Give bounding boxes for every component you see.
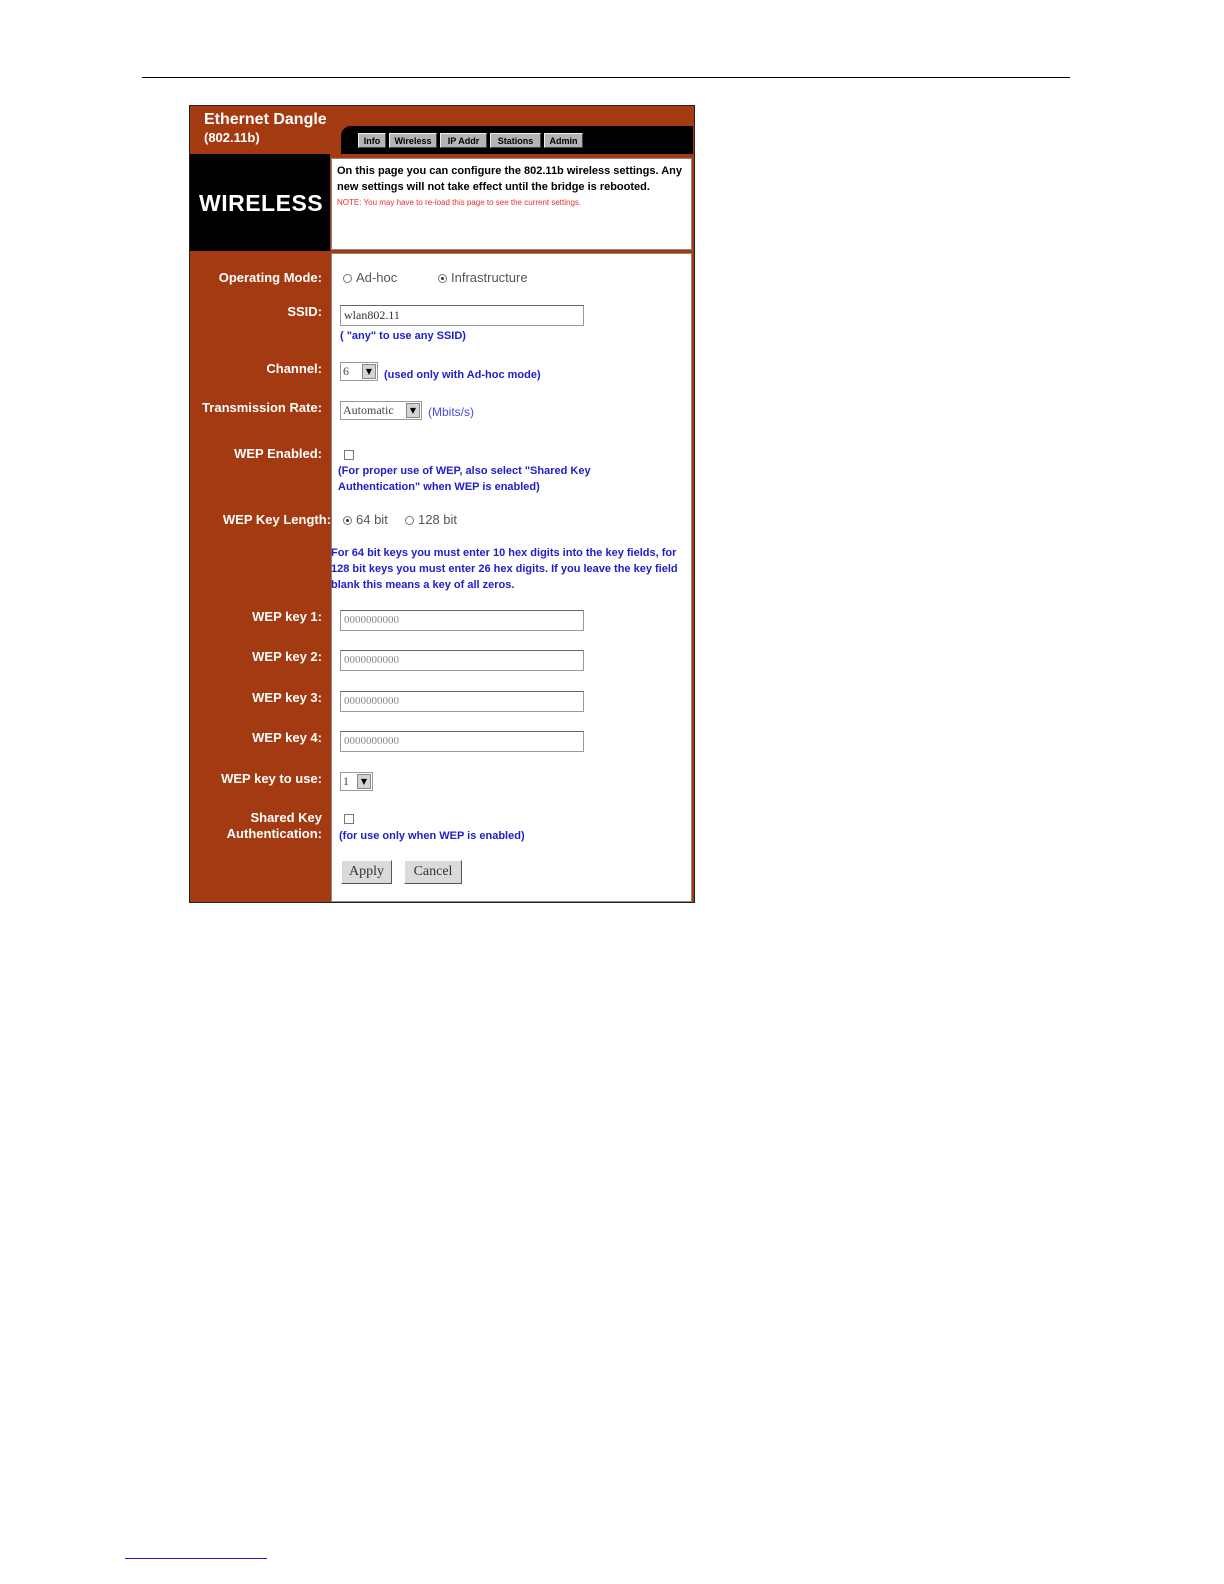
infrastructure-radio[interactable]: [438, 274, 447, 283]
wep-key-1-label: WEP key 1:: [252, 609, 322, 624]
channel-value: 6: [343, 364, 349, 378]
page-title: WIRELESS: [199, 190, 324, 216]
brand: [204, 111, 327, 147]
adhoc-label: Ad-hoc: [356, 270, 398, 285]
rate-value: Automatic: [343, 403, 394, 417]
key-to-use-label: WEP key to use:: [221, 771, 322, 786]
key-to-use-select[interactable]: [340, 772, 373, 791]
tab-stations[interactable]: Stations: [490, 133, 541, 148]
key-length-label: WEP Key Length:: [222, 512, 331, 527]
key-format-hint: For 64 bit keys you must enter 10 hex digits into the key fields, for 128 bit keys you must enter 26 hex digits. If you leave the key field blank this means a key of all zeros.: [331, 547, 678, 591]
key-64-label: 64 bit: [356, 512, 388, 527]
channel-label: Channel:: [266, 361, 322, 376]
wep-enabled-hint: (For proper use of WEP, also select "Shared Key Authentication" when WEP is enabled): [338, 465, 591, 493]
router-config-frame: [189, 105, 695, 903]
shared-key-label-line1: Shared Key: [250, 810, 322, 825]
tab-wireless[interactable]: Wireless: [389, 133, 437, 148]
infrastructure-label: Infrastructure: [451, 270, 528, 285]
brand-model: (802.11b): [204, 130, 260, 145]
chevron-down-icon: ▼: [357, 774, 371, 789]
footnote-rule: [125, 1558, 267, 1559]
key-128-option[interactable]: [405, 512, 457, 527]
shared-key-label: [227, 810, 322, 842]
infrastructure-option[interactable]: [438, 270, 528, 285]
shared-key-checkbox[interactable]: [344, 814, 354, 824]
info-box: [331, 158, 692, 250]
wep-key-3-label: WEP key 3:: [252, 690, 322, 705]
reload-note: NOTE: You may have to re-load this page to see the current settings.: [337, 198, 582, 207]
rate-unit: (Mbits/s): [428, 405, 474, 419]
channel-hint: (used only with Ad-hoc mode): [384, 369, 541, 381]
key-128-label: 128 bit: [418, 512, 458, 527]
rate-label: Transmission Rate:: [202, 400, 322, 415]
key-64-option[interactable]: [343, 512, 388, 527]
ssid-input[interactable]: wlan802.11: [340, 305, 584, 326]
apply-button[interactable]: Apply: [341, 860, 392, 884]
chevron-down-icon: ▼: [362, 364, 376, 379]
tab-ip-addr[interactable]: IP Addr: [440, 133, 487, 148]
rate-select[interactable]: [340, 401, 422, 420]
shared-key-hint: (for use only when WEP is enabled): [339, 830, 525, 842]
wep-enabled-checkbox[interactable]: [344, 450, 354, 460]
key-64-radio[interactable]: [343, 516, 352, 525]
ssid-hint: ( "any" to use any SSID): [340, 330, 466, 342]
wep-key-2-label: WEP key 2:: [252, 649, 322, 664]
key-to-use-value: 1: [343, 774, 349, 788]
key-128-radio[interactable]: [405, 516, 414, 525]
chevron-down-icon: ▼: [406, 403, 420, 418]
wep-key-4-label: WEP key 4:: [252, 730, 322, 745]
adhoc-option[interactable]: [343, 270, 397, 285]
wep-key-1-input[interactable]: 0000000000: [340, 610, 584, 631]
adhoc-radio[interactable]: [343, 274, 352, 283]
page-top-rule: [142, 77, 1070, 78]
operating-mode-label: Operating Mode:: [218, 270, 322, 285]
wep-key-2-input[interactable]: 0000000000: [340, 650, 584, 671]
tab-bar: [341, 126, 693, 154]
tab-admin[interactable]: Admin: [544, 133, 583, 148]
channel-select[interactable]: [340, 362, 378, 381]
wep-enabled-label: WEP Enabled:: [234, 446, 322, 461]
brand-name: Ethernet Dangle: [204, 111, 327, 128]
tab-info[interactable]: Info: [358, 133, 386, 148]
shared-key-label-line2: Authentication:: [226, 826, 322, 841]
page-title-block: [190, 154, 330, 251]
wep-key-4-input[interactable]: 0000000000: [340, 731, 584, 752]
ssid-label: SSID:: [287, 304, 322, 319]
cancel-button[interactable]: Cancel: [404, 860, 462, 884]
page-description: On this page you can configure the 802.11b wireless settings. Any new settings will not take effect until the bridge is rebooted.: [337, 165, 682, 193]
wep-key-3-input[interactable]: 0000000000: [340, 691, 584, 712]
